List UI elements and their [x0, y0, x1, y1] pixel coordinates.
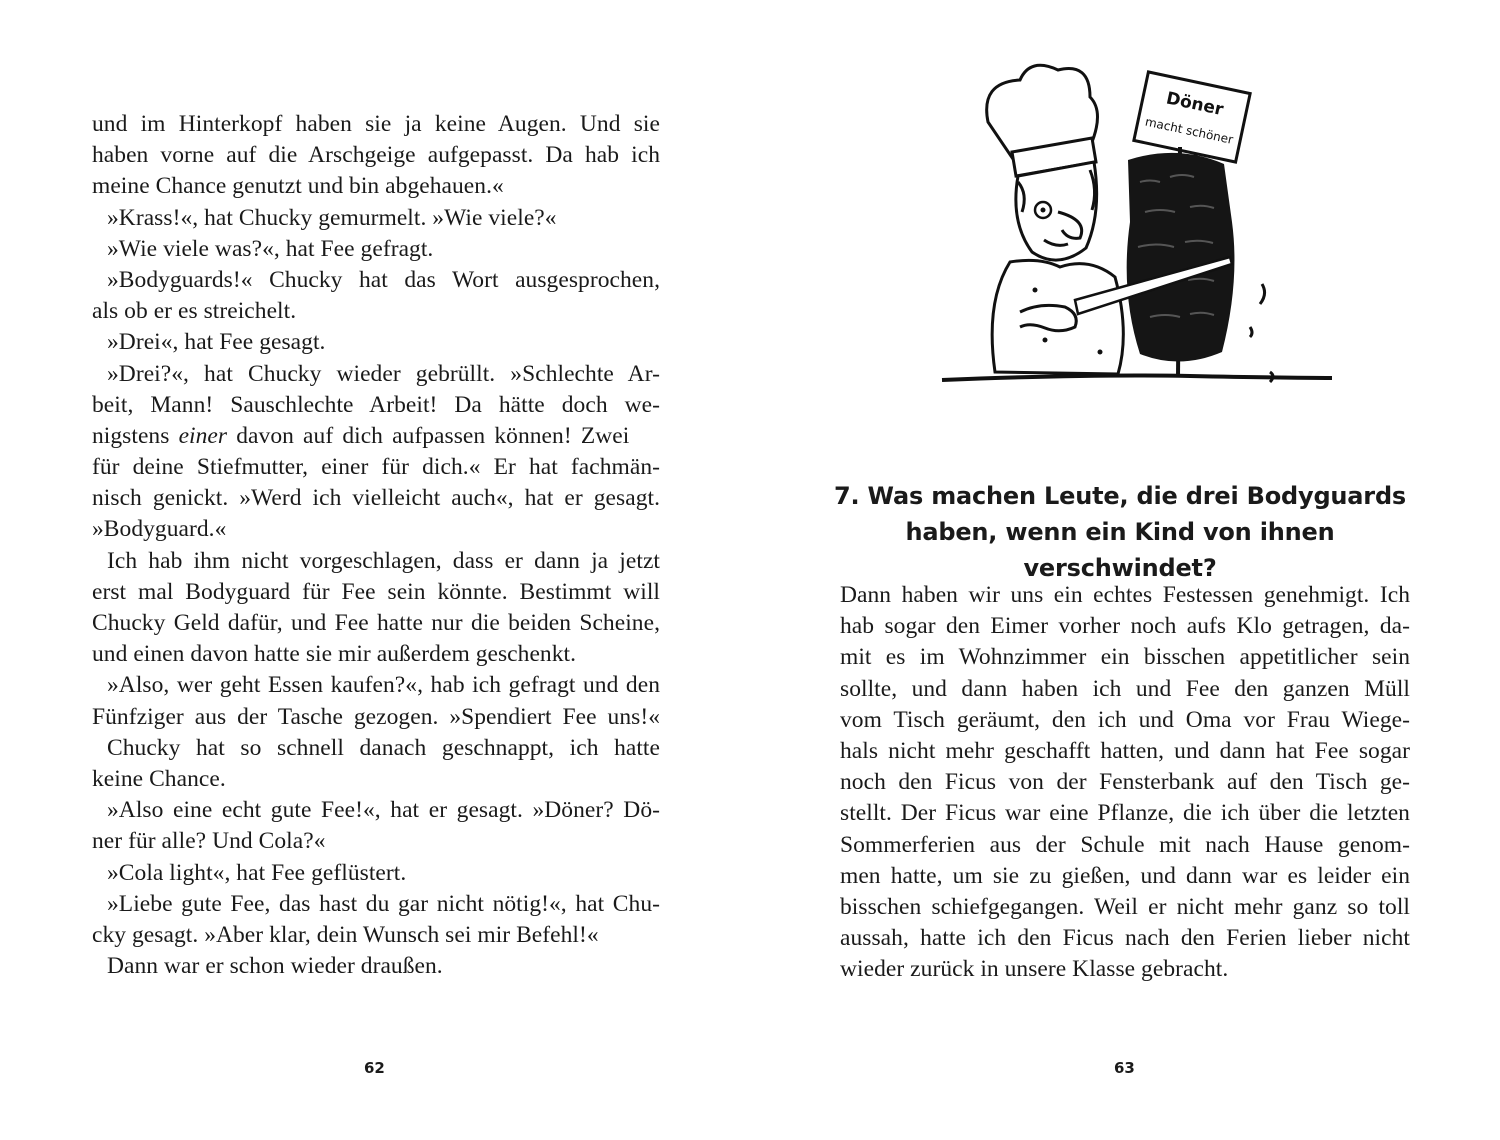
- doner-sign: [1134, 72, 1250, 162]
- sign-text-main: Döner: [1164, 88, 1226, 121]
- text-line: sollte, und dann haben ich und Fee den ganzen Müll: [840, 675, 1410, 702]
- text-line: »Liebe gute Fee, das hast du gar nicht nötig!«, hat Chu-: [107, 890, 660, 917]
- text-line: »Also, wer geht Essen kaufen?«, hab ich gefragt und den: [107, 672, 660, 699]
- text-line: nisch genickt. »Werd ich vielleicht auch«, hat er gesagt.: [92, 485, 660, 512]
- text-line: »Cola light«, hat Fee geflüstert.: [107, 859, 407, 886]
- text-line: »Also eine echt gute Fee!«, hat er gesagt. »Döner? Dö-: [107, 797, 660, 824]
- text-line: Sommerferien aus der Schule mit nach Hause genom-: [840, 831, 1410, 858]
- text-line: Dann war er schon wieder draußen.: [107, 953, 443, 980]
- left-body-text: [92, 109, 660, 982]
- text-line: ner für alle? Und Cola?«: [92, 828, 326, 855]
- text-line: keine Chance.: [92, 765, 226, 792]
- page-number: 62: [364, 1059, 385, 1077]
- text-line: »Drei?«, hat Chucky wieder gebrüllt. »Schlechte Ar-: [107, 360, 660, 387]
- chapter-title-line: 7. Was machen Leute, die drei Bodyguards: [833, 482, 1407, 510]
- text-line: noch den Ficus von der Fensterbank auf den Tisch ge-: [840, 769, 1410, 796]
- text-line: Ich hab ihm nicht vorgeschlagen, dass er dann ja jetzt: [107, 547, 660, 574]
- text-line: meine Chance genutzt und bin abgehauen.«: [92, 173, 504, 200]
- text-line: »Bodyguards!« Chucky hat das Wort ausgesprochen,: [107, 266, 660, 293]
- text-line: vom Tisch geräumt, den ich und Oma vor Frau Wiege-: [840, 706, 1410, 733]
- text-line: hals nicht mehr geschafft hatten, und dann hat Fee sogar: [840, 737, 1410, 764]
- text-line: stellt. Der Ficus war eine Pflanze, die ich über die letzten: [840, 800, 1410, 827]
- text-line: mit es im Wohnzimmer ein bisschen appetitlicher sein: [840, 644, 1410, 671]
- text-line: Chucky Geld dafür, und Fee hatte nur die beiden Scheine,: [92, 610, 660, 636]
- text-line: als ob er es streichelt.: [92, 298, 297, 325]
- text-line: wieder zurück in unsere Klasse gebracht.: [840, 956, 1229, 983]
- text-line: und einen davon hatte sie mir außerdem geschenkt.: [92, 641, 577, 668]
- text-line: Chucky hat so schnell danach geschnappt, ich hatte: [107, 734, 660, 761]
- text-line: aussah, hatte ich den Ficus nach den Ferien lieber nicht: [840, 925, 1410, 952]
- meat-scraps: [1250, 284, 1273, 382]
- text-line: erst mal Bodyguard für Fee sein könnte. Bestimmt will: [92, 578, 660, 605]
- text-line: men hatte, um sie zu gießen, und dann war es leider ein: [840, 862, 1410, 889]
- page-number: 63: [1114, 1059, 1135, 1077]
- text-line: »Krass!«, hat Chucky gemurmelt. »Wie viele?«: [107, 204, 557, 231]
- text-segment: nigstens: [92, 422, 179, 449]
- right-page: [750, 0, 1500, 1140]
- text-line: »Bodyguard.«: [92, 516, 227, 543]
- chapter-title: [810, 478, 1430, 586]
- text-segment: davon auf dich aufpassen können! Zwei: [227, 422, 630, 449]
- emphasis-text: einer: [178, 422, 228, 449]
- text-line: Fünfziger aus der Tasche gezogen. »Spendiert Fee uns!«: [92, 703, 660, 730]
- chapter-title-line: haben, wenn ein Kind von ihnen verschwindet?: [905, 518, 1335, 582]
- text-line: beit, Mann! Sauschlechte Arbeit! Da hätte doch we-: [92, 391, 660, 418]
- text-line: [92, 421, 660, 452]
- text-line: »Wie viele was?«, hat Fee gefragt.: [107, 235, 434, 262]
- text-line: »Drei«, hat Fee gesagt.: [107, 329, 326, 356]
- text-line: Dann haben wir uns ein echtes Festessen genehmigt. Ich: [840, 582, 1410, 608]
- text-line: bisschen schiefgegangen. Weil er nicht mehr ganz so toll: [840, 893, 1410, 920]
- text-line: cky gesagt. »Aber klar, dein Wunsch sei mir Befehl!«: [92, 921, 599, 948]
- sign-text-sub: macht schöner: [1143, 114, 1235, 147]
- right-body-text: [840, 580, 1410, 985]
- doner-meat: [1127, 153, 1235, 362]
- text-line: hab sogar den Eimer vorher noch aufs Klo getragen, da-: [840, 613, 1410, 640]
- doner-chef-illustration: [940, 52, 1340, 402]
- text-line: und im Hinterkopf haben sie ja keine Augen. Und sie: [92, 111, 660, 137]
- text-line: haben vorne auf die Arschgeige aufgepasst. Da hab ich: [92, 142, 660, 169]
- text-line: für deine Stiefmutter, einer für dich.« Er hat fachmän-: [92, 454, 660, 481]
